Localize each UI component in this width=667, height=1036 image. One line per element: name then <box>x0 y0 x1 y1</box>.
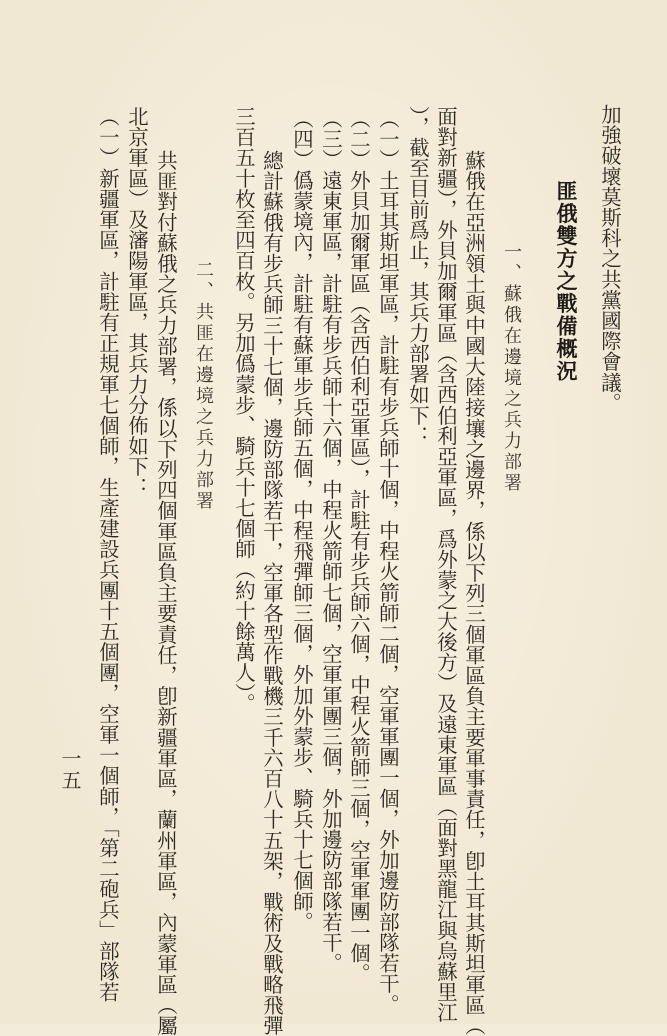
text-line: （四）僞蒙境內，計駐有蘇軍步兵師五個，中程飛彈師三個，外加外蒙步、騎兵十七個師。 <box>290 108 314 932</box>
text-line: 共匪對付蘇俄之兵力部署，係以下列四個軍區負主要責任，卽新疆軍區，蘭州軍區，內蒙軍區（屬 <box>154 150 178 1036</box>
text-line: ），截至目前爲止，其兵力部署如下： <box>406 106 430 446</box>
text-line: 蘇俄在亞洲領土與中國大陸接壤之邊界，係以下列三個軍區負主要軍事責任，卽土耳其斯坦軍區（ <box>462 150 486 1036</box>
text-line: （一）土耳其斯坦軍區，計駐有步兵師十個，中程火箭師二個，空軍軍團一個，外加邊防部隊若干。 <box>376 108 400 1015</box>
text-line: （一）新疆軍區，計駐有正規軍七個師，生產建設兵團十五個團，空軍一個師，「第二砲兵」部隊若 <box>96 106 120 1003</box>
text-line: 三百五十枚至四百枚。另加僞蒙步、騎兵十七個師（約十餘萬人）。 <box>232 106 256 714</box>
text-line: （三）遠東軍區，計駐有步兵師十六個，中程火箭師七個，空軍軍團三個，外加邊防部隊若干。 <box>319 108 343 974</box>
text-line: 總計蘇俄有步兵師三十七個，邊防部隊若干，空軍各型作戰機三千六百八十五架，戰術及戰略飛彈 <box>260 150 284 1036</box>
page-number: 一五 <box>58 748 82 792</box>
section-heading: 匪俄雙方之戰備概況 <box>554 180 579 383</box>
text-line: 加強破壞莫斯科之共黨國際會議。 <box>598 104 622 413</box>
text-line: （二）外貝加爾軍區（含西伯利亞軍區），計駐有步兵師六個，中程火箭師三個，空軍軍團一個。 <box>347 108 371 984</box>
subsection-heading: 二、共匪在邊境之兵力部署 <box>193 260 214 512</box>
subsection-heading: 一、蘇俄在邊境之兵力部署 <box>501 242 522 494</box>
text-line: 北京軍區）及瀋陽軍區，其兵力分佈如下： <box>125 106 149 498</box>
text-line: 面對新疆），外貝加爾軍區（含西伯利亞軍區，爲外蒙之大後方）及遠東軍區（面對黑龍江與烏蘇里江 <box>434 106 458 1023</box>
